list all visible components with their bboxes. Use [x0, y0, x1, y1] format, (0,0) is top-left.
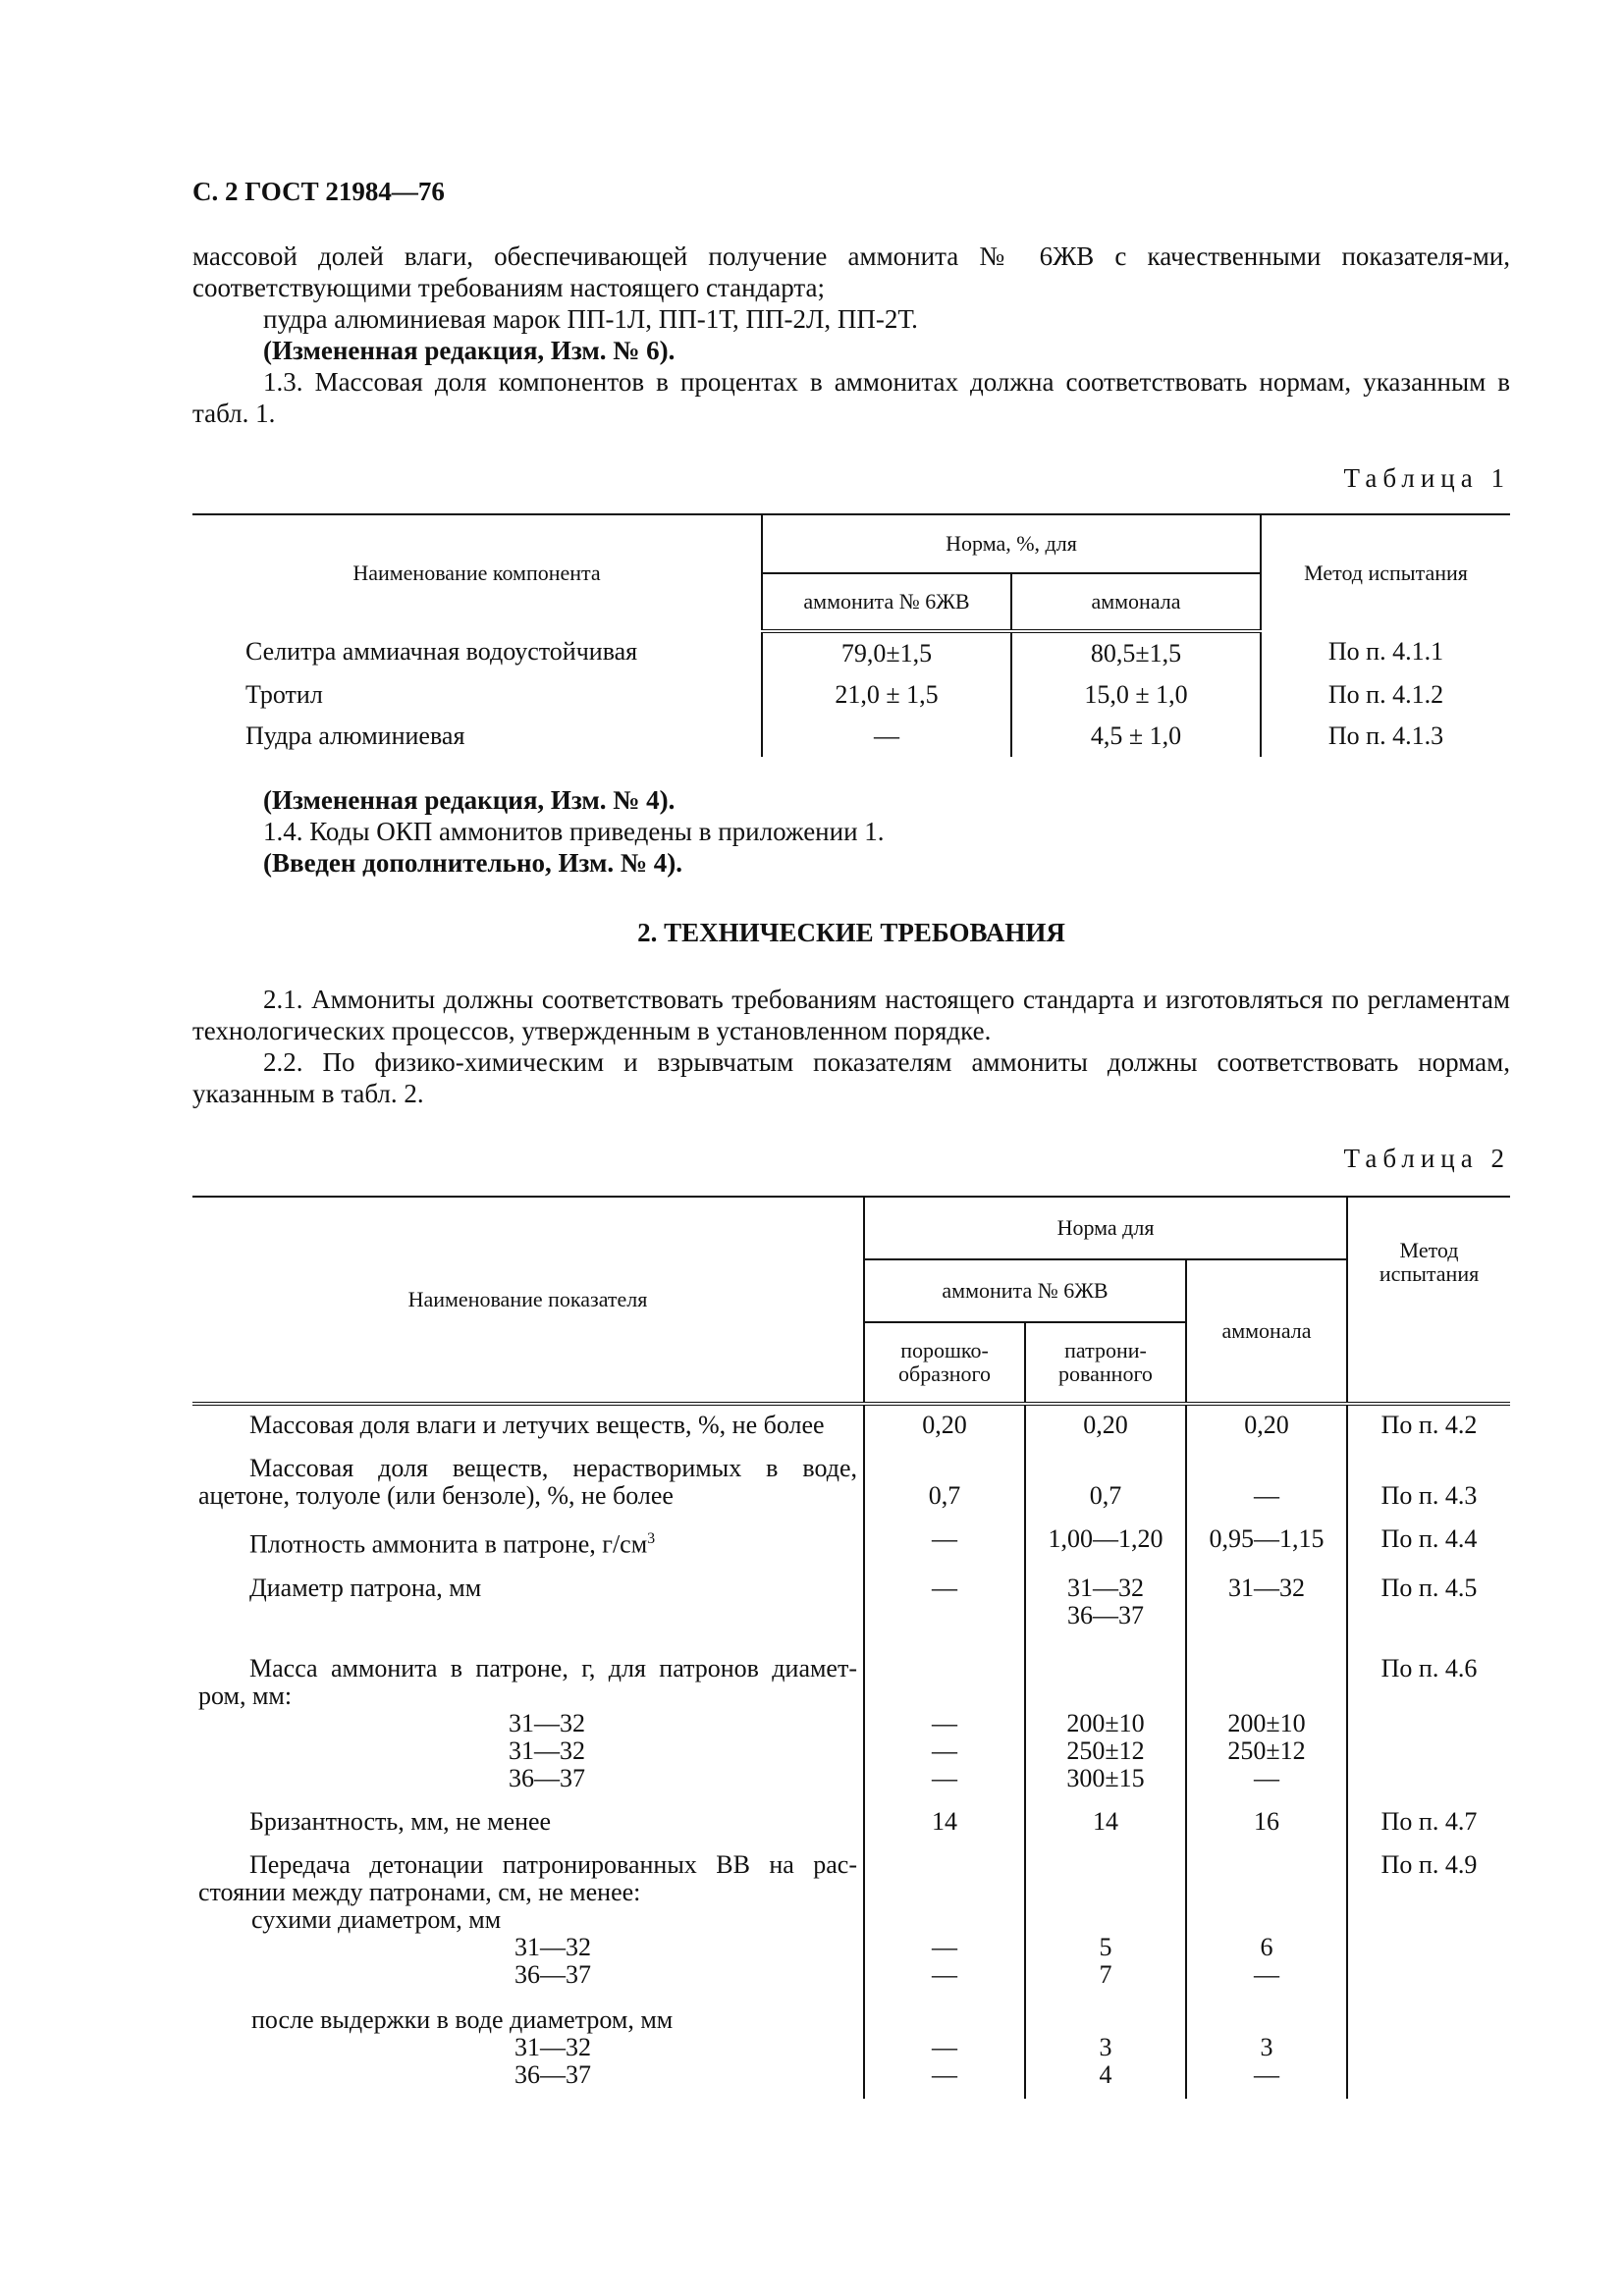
ammonal-value: —: [1186, 1449, 1347, 1520]
header-norm: Норма, %, для: [762, 514, 1261, 573]
cartridge-value: 1,00—1,20: [1025, 1520, 1186, 1569]
cartridge-value: 200±10 250±12 300±15: [1025, 1639, 1186, 1802]
paragraph-1-3: 1.3. Массовая доля компонентов в процентах в аммонитах должна соответствовать нормам, указанным в табл. 1.: [192, 367, 1510, 428]
component-name: Тротил: [245, 680, 323, 709]
header-powder: порошко-образного: [864, 1322, 1025, 1404]
cartridge-value: 31—32 36—37: [1025, 1569, 1186, 1639]
method-value: По п. 4.5: [1347, 1569, 1510, 1639]
method-value: По п. 4.6: [1347, 1639, 1510, 1802]
ammonal-value: 31—32: [1186, 1569, 1347, 1639]
cartridge-value: 5 7 3 4: [1025, 1845, 1186, 2099]
paragraph-2-2: 2.2. По физико-химическим и взрывчатым показателям аммониты должны соответствовать нормам, указанным в табл. 2.: [192, 1047, 1510, 1108]
header-cartridge: патрони-рованного: [1025, 1322, 1186, 1404]
component-name: Селитра аммиачная водоустойчивая: [245, 637, 638, 666]
method-value: По п. 4.1.1: [1261, 631, 1510, 674]
table-row: [192, 1449, 1510, 1520]
ammonal-value: 4,5 ± 1,0: [1011, 716, 1261, 757]
header-ammonal: аммонала: [1011, 573, 1261, 631]
table-indicators: [192, 1196, 1510, 2099]
powder-value: 0,20: [864, 1404, 1025, 1449]
indicator-name: Массовая доля влаги и летучих веществ, %, не более: [249, 1411, 825, 1439]
powder-value: —: [864, 1569, 1025, 1639]
ammonal-value: 0,95—1,15: [1186, 1520, 1347, 1569]
table-row: [192, 1569, 1510, 1639]
ammonal-value: 16: [1186, 1802, 1347, 1845]
table-row: [192, 674, 1510, 716]
table-row: [192, 1802, 1510, 1845]
table-row: [192, 1404, 1510, 1449]
paragraph-aluminum-powder: пудра алюминиевая марок ПП-1Л, ПП-1Т, ПП-2Л, ПП-2Т.: [263, 304, 918, 334]
table-row: [192, 631, 1510, 674]
cartridge-value: 0,20: [1025, 1404, 1186, 1449]
indicator-name: Масса аммонита в патроне, г, для патронов диамет-ром, мм: 31—32 31—32 36—37: [198, 1653, 857, 1792]
powder-value: 0,7: [864, 1449, 1025, 1520]
method-value: По п. 4.9: [1347, 1845, 1510, 2099]
cartridge-value: 14: [1025, 1802, 1186, 1845]
ammonal-value: 15,0 ± 1,0: [1011, 674, 1261, 716]
paragraph-2-1: 2.1. Аммониты должны соответствовать требованиям настоящего стандарта и изготовляться по регламентам технологических процессов, утвержденным в установленном порядке.: [192, 985, 1510, 1045]
ammonal-value: 80,5±1,5: [1011, 631, 1261, 674]
table2-caption: Таблица 2: [1343, 1144, 1510, 1173]
superscript-3: 3: [647, 1530, 656, 1547]
table-row: [192, 1639, 1510, 1802]
table-row: [192, 716, 1510, 757]
table-components: [192, 513, 1510, 757]
powder-value: — — — —: [864, 1845, 1025, 2099]
powder-value: — — —: [864, 1639, 1025, 1802]
header-method: Метод испытания: [1261, 514, 1510, 631]
page-header: С. 2 ГОСТ 21984—76: [192, 177, 445, 206]
powder-value: —: [864, 1520, 1025, 1569]
amendment-note-4: (Измененная редакция, Изм. № 4).: [263, 785, 676, 815]
paragraph-moisture: массовой долей влаги, обеспечивающей получение аммонита № 6ЖВ с качественными показателя-ми, соответствующими требованиям настоящего стандарта;: [192, 241, 1510, 302]
ammonal-value: 6 — 3 —: [1186, 1845, 1347, 2099]
header-method: Метод испытания: [1347, 1197, 1510, 1404]
indicator-name: Плотность аммонита в патроне, $г/см^3$: [249, 1529, 656, 1559]
header-ammonite: аммонита № 6ЖВ: [762, 573, 1011, 631]
table-row: [192, 1845, 1510, 2099]
table1-caption: Таблица 1: [1343, 463, 1510, 493]
header-component: Наименование компонента: [352, 561, 601, 585]
indicator-name: Бризантность, мм, не менее: [249, 1806, 552, 1836]
amendment-note-added: (Введен дополнительно, Изм. № 4).: [263, 848, 682, 878]
section-heading: 2. ТЕХНИЧЕСКИЕ ТРЕБОВАНИЯ: [637, 918, 1065, 947]
component-name: Пудра алюминиевая: [245, 721, 465, 750]
table-row: [192, 1520, 1510, 1569]
method-value: По п. 4.4: [1347, 1520, 1510, 1569]
header-ammonal: аммонала: [1186, 1259, 1347, 1404]
cartridge-value: 0,7: [1025, 1449, 1186, 1520]
ammonite-value: —: [762, 716, 1011, 757]
method-value: По п. 4.3: [1347, 1449, 1510, 1520]
indicator-name: Передача детонации патронированных ВВ на рас-стоянии между патронами, см, не менее: сухими диаметром, мм 31—32 36—37 после выдержки в воде диаметром, мм 31—32 36—37: [198, 1849, 857, 2089]
method-value: По п. 4.7: [1347, 1802, 1510, 1845]
document-page: [192, 177, 1510, 2099]
indicator-name: Диаметр патрона, мм: [249, 1573, 482, 1602]
ammonite-value: 79,0±1,5: [762, 631, 1011, 674]
amendment-note-6: (Измененная редакция, Изм. № 6).: [263, 336, 676, 365]
ammonal-value: 200±10 250±12 —: [1186, 1639, 1347, 1802]
header-indicator: Наименование показателя: [192, 1197, 864, 1404]
ammonal-value: 0,20: [1186, 1404, 1347, 1449]
header-norm-for: Норма для: [864, 1197, 1347, 1259]
header-ammonite: аммонита № 6ЖВ: [864, 1259, 1186, 1322]
indicator-name: Массовая доля веществ, нерастворимых в воде, ацетоне, толуоле (или бензоле), %, не более: [198, 1454, 857, 1510]
method-value: По п. 4.1.3: [1261, 716, 1510, 757]
method-value: По п. 4.2: [1347, 1404, 1510, 1449]
paragraph-1-4: 1.4. Коды ОКП аммонитов приведены в приложении 1.: [263, 817, 885, 846]
ammonite-value: 21,0 ± 1,5: [762, 674, 1011, 716]
powder-value: 14: [864, 1802, 1025, 1845]
method-value: По п. 4.1.2: [1261, 674, 1510, 716]
